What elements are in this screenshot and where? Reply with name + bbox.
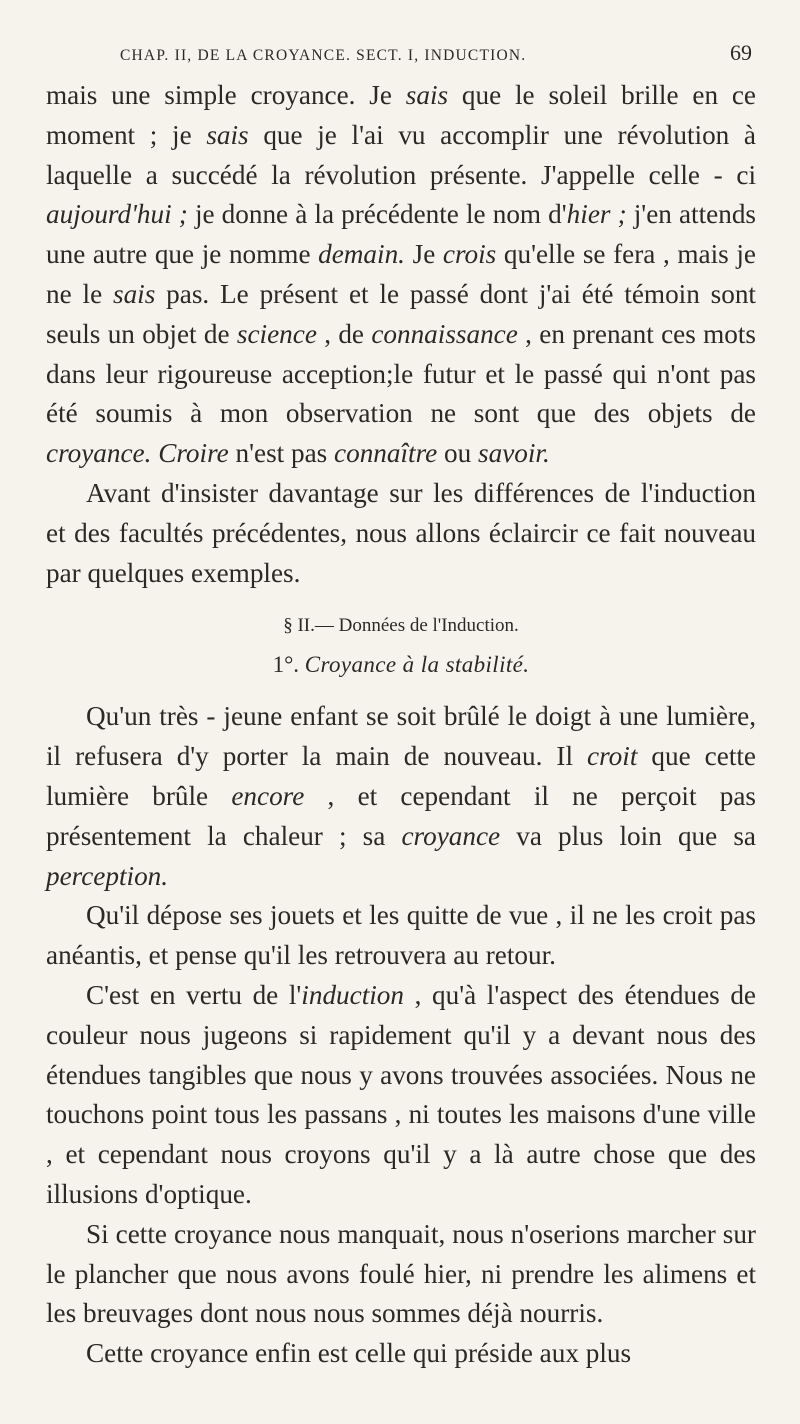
text-run: ou <box>437 438 479 469</box>
text-run: , et cependant il ne perçoit pas présentement la chaleur ; sa <box>46 780 757 851</box>
text-run: Qu'un très - jeune enfant se soit brûlé le doigt à une lumière, il refusera d'y porter la main de nouveau. Il <box>46 701 756 772</box>
text-run: , de <box>316 318 372 349</box>
text-run: pas. Le présent et le passé dont j'ai été témoin sont seuls un objet de <box>46 278 756 349</box>
emphasis: connaître <box>334 438 438 469</box>
text-run: que je l'ai vu accomplir une révolution à laquelle a succédé la révolution présente. J'appelle celle - ci <box>46 119 756 190</box>
text-run: qu'elle se fera , mais je ne le <box>46 239 756 309</box>
emphasis: perception. <box>46 860 169 891</box>
text-run: n'est pas <box>228 438 335 469</box>
paragraph-7: Cette croyance enfin est celle qui préside aux plus <box>86 1338 632 1369</box>
subheading <box>46 651 756 679</box>
emphasis: croyance <box>401 820 501 851</box>
subheading-title: Croyance à la stabilité. <box>304 652 530 678</box>
paragraph-3 <box>46 697 756 896</box>
text-run: j'en attends une autre que je nomme <box>46 199 756 270</box>
paragraph-2: Avant d'insister davantage sur les différences de l'induction et des facultés précédentes, nous allons éclaircir ce fait nouveau par quelques exemples. <box>46 477 756 588</box>
paragraph-5 <box>46 976 756 1215</box>
emphasis: crois <box>442 239 497 270</box>
emphasis: science <box>236 318 317 349</box>
emphasis: Croire <box>158 438 229 469</box>
emphasis: aujourd'hui ; <box>46 199 188 230</box>
emphasis: hier ; <box>566 199 627 230</box>
emphasis: sais <box>206 119 249 150</box>
text-run: que le soleil brille en ce moment ; je <box>46 80 756 150</box>
paragraph-1 <box>46 76 756 474</box>
text-run: Je <box>404 239 443 270</box>
page-number: 69 <box>730 40 752 65</box>
emphasis: demain. <box>318 239 405 270</box>
emphasis: croit <box>587 741 638 772</box>
paragraph-4: Qu'il dépose ses jouets et les quitte de vue , il ne les croit pas anéantis, et pense qu'il les retrouvera au retour. <box>46 900 756 971</box>
emphasis: encore <box>231 780 305 811</box>
emphasis: croyance. <box>46 438 152 469</box>
text-run: mais une simple croyance. Je <box>46 80 406 110</box>
text-run: que cette lumière brûle <box>46 741 756 811</box>
running-head-title: CHAP. II, DE LA CROYANCE. SECT. I, INDUCTION. <box>120 47 527 64</box>
text-run: , en prenant ces mots dans leur rigoureuse acception;le futur et le passé qui n'ont pas été soumis à mon observation ne sont que des objets de <box>46 318 756 429</box>
section-heading: § II.— Données de l'Induction. <box>283 615 519 637</box>
emphasis: savoir. <box>478 438 550 469</box>
emphasis: sais <box>405 80 449 110</box>
emphasis: induction <box>301 979 404 1010</box>
text-run: va plus loin que sa <box>500 820 756 851</box>
running-head <box>46 0 756 76</box>
text-run: , qu'à l'aspect des étendues de couleur nous jugeons si rapidement qu'il y a devant nous des étendues tangibles que nous y avons trouvées associées. Nous ne touchons point tous les passans , ni toutes les maisons d'une ville , et cependant nous croyons qu'il y a là autre chose que des illusions d'optique. <box>46 979 756 1209</box>
body-text <box>46 76 756 1374</box>
subheading-number: 1°. <box>272 652 305 678</box>
text-run: C'est en vertu de l' <box>86 979 302 1010</box>
text-run: je donne à la précédente le nom d' <box>187 199 567 230</box>
emphasis: sais <box>113 278 156 309</box>
emphasis: connaissance <box>371 318 518 349</box>
paragraph-6: Si cette croyance nous manquait, nous n'oserions marcher sur le plancher que nous avons foulé hier, ni prendre les alimens et les breuvages dont nous nous sommes déjà nourris. <box>46 1218 756 1329</box>
